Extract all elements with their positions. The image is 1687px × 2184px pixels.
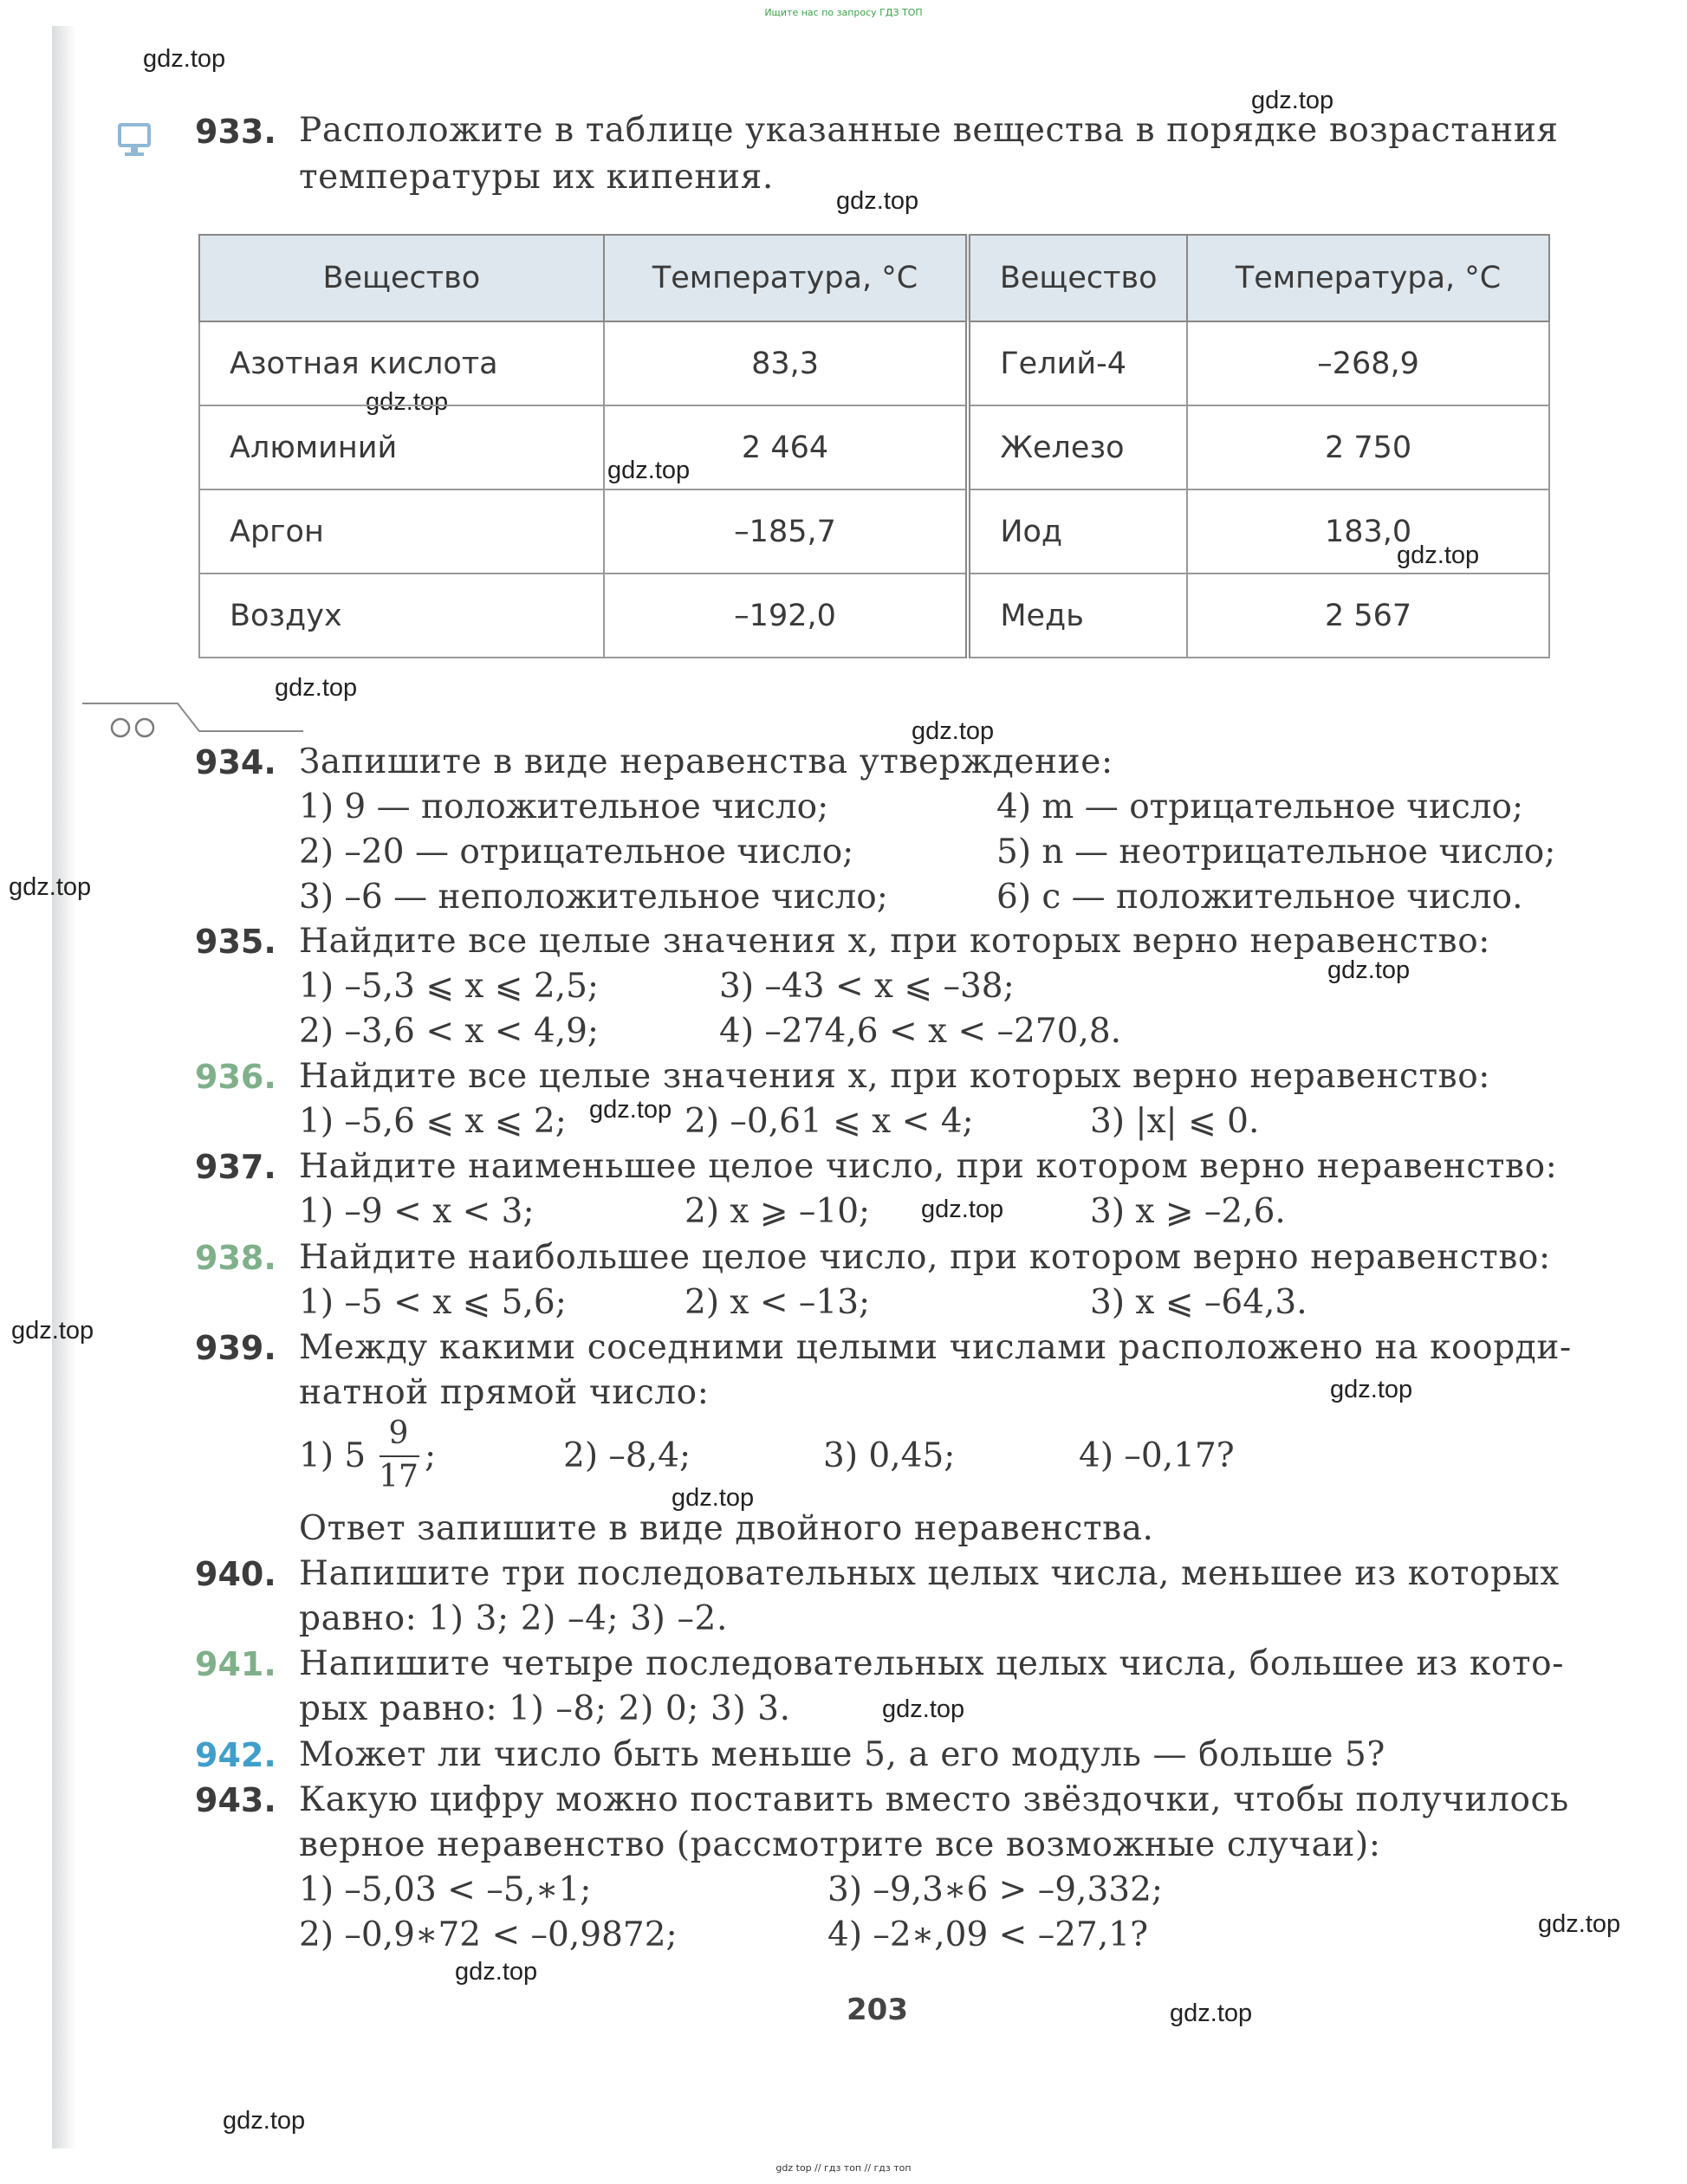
watermark: gdz.top (882, 1695, 965, 1723)
table-cell: Азотная кислота (199, 321, 604, 405)
fraction-denominator: 17 (379, 1459, 419, 1494)
task-number-936: 936. (195, 1058, 276, 1096)
table-cell: Алюминий (199, 405, 604, 489)
task-935-item: 2) –3,6 < x < 4,9; (299, 1012, 600, 1051)
table-header: Вещество (968, 235, 1187, 321)
task-936-text: Найдите все целые значения x, при которых верно неравенство: (299, 1057, 1491, 1096)
task-943-item: 2) –0,9∗72 < –0,9872; (299, 1915, 678, 1954)
eye-icon (108, 715, 160, 741)
task-939-item: 2) –8,4; (563, 1436, 691, 1475)
watermark: gdz.top (1330, 1376, 1413, 1403)
task-939-item: 3) 0,45; (823, 1436, 956, 1475)
task-number-935: 935. (195, 923, 276, 961)
table-cell: Гелий-4 (968, 321, 1187, 405)
top-note: Ищите нас по запросу ГДЗ ТОП (764, 7, 923, 18)
table-cell: 183,0 (1187, 489, 1549, 574)
watermark: gdz.top (921, 1196, 1004, 1223)
task-number-937: 937. (195, 1148, 276, 1186)
table-cell: Воздух (199, 574, 604, 658)
watermark: gdz.top (1327, 956, 1411, 984)
table-row (199, 321, 1549, 405)
watermark: gdz.top (912, 717, 995, 745)
table-cell: Медь (968, 574, 1187, 658)
task-936-item: 1) –5,6 ⩽ x ⩽ 2; (299, 1102, 567, 1141)
task-number-933: 933. (195, 113, 276, 151)
task-number-938: 938. (195, 1239, 276, 1277)
table-cell: Аргон (199, 489, 604, 574)
task-933-text-line2: температуры их кипения. (299, 158, 774, 197)
table-header: Температура, °C (1187, 235, 1549, 321)
bottom-note: gdz top // гдз топ // гдз топ (775, 2162, 912, 2174)
task-number-940: 940. (195, 1555, 276, 1593)
table-header: Вещество (199, 235, 604, 321)
table-cell: 83,3 (604, 321, 969, 405)
task-number-934: 934. (195, 743, 276, 781)
task-943-text-line2: верное неравенство (рассмотрите все возможные случаи): (299, 1825, 1381, 1864)
task-934-item: 1) 9 — положительное число; (299, 787, 829, 826)
watermark: gdz.top (223, 2107, 306, 2135)
watermark: gdz.top (9, 873, 92, 901)
table-header: Температура, °C (604, 235, 969, 321)
fraction-numerator: 9 (388, 1416, 409, 1451)
task-939-item-suffix: ; (425, 1436, 437, 1475)
table-cell: Железо (968, 405, 1187, 489)
task-941-text-line2: рых равно: 1) –8; 2) 0; 3) 3. (299, 1689, 791, 1728)
task-943-item: 3) –9,3∗6 > –9,332; (827, 1870, 1164, 1909)
task-number-941: 941. (195, 1645, 276, 1683)
task-number-942: 942. (195, 1736, 276, 1774)
task-934-item: 2) –20 — отрицательное число; (299, 833, 854, 872)
task-936-item: 3) |x| ⩽ 0. (1090, 1102, 1260, 1141)
table-row (199, 574, 1549, 658)
watermark: gdz.top (1397, 541, 1480, 569)
task-935-item: 3) –43 < x ⩽ –38; (719, 967, 1015, 1006)
task-939-item-prefix: 1) 5 (299, 1436, 367, 1475)
task-number-939: 939. (195, 1329, 276, 1367)
task-939-text-line1: Между какими соседними целыми числами расположено на коорди- (299, 1328, 1572, 1367)
task-937-item: 3) x ⩾ –2,6. (1090, 1192, 1286, 1231)
watermark: gdz.top (836, 187, 919, 215)
task-939-item: 4) –0,17? (1079, 1436, 1235, 1475)
table-cell: 2 567 (1187, 574, 1549, 658)
watermark: gdz.top (455, 1958, 538, 1986)
watermark: gdz.top (366, 388, 449, 416)
task-934-item: 5) n — неотрицательное число; (996, 833, 1556, 872)
table-cell: 2 750 (1187, 405, 1549, 489)
watermark: gdz.top (11, 1317, 94, 1345)
page-edge-shadow (52, 26, 76, 2148)
watermark: gdz.top (1251, 87, 1334, 114)
watermark: gdz.top (672, 1484, 755, 1512)
task-943-text-line1: Какую цифру можно поставить вместо звёздочки, чтобы получилось (299, 1780, 1569, 1819)
table-header-row (199, 235, 1549, 321)
task-940-text-line2: равно: 1) 3; 2) –4; 3) –2. (299, 1599, 728, 1638)
watermark: gdz.top (275, 674, 358, 702)
task-938-text: Найдите наибольшее целое число, при котором верно неравенство: (299, 1238, 1551, 1277)
task-934-item: 3) –6 — неположительное число; (299, 878, 888, 917)
task-941-text-line1: Напишите четыре последовательных целых числа, большее из кото- (299, 1644, 1564, 1683)
task-943-item: 1) –5,03 < –5,∗1; (299, 1870, 592, 1909)
task-935-item: 1) –5,3 ⩽ x ⩽ 2,5; (299, 967, 600, 1006)
watermark: gdz.top (1538, 1910, 1621, 1938)
task-934-item: 6) c — положительное число. (996, 878, 1523, 917)
task-943-item: 4) –2∗,09 < –27,1? (827, 1915, 1148, 1954)
task-939-text-line2: натной прямой число: (299, 1373, 710, 1412)
table-cell: –185,7 (604, 489, 969, 574)
task-number-943: 943. (195, 1781, 276, 1819)
watermark: gdz.top (143, 45, 226, 73)
boiling-point-table (198, 234, 1550, 658)
task-940-text-line1: Напишите три последовательных целых числа, меньшее из которых (299, 1554, 1560, 1593)
task-933-text-line1: Расположите в таблице указанные вещества в порядке возрастания (299, 111, 1559, 150)
task-938-item: 1) –5 < x ⩽ 5,6; (299, 1283, 567, 1322)
table-cell: –192,0 (604, 574, 969, 658)
table-row (199, 405, 1549, 489)
page-number: 203 (847, 1993, 908, 2027)
task-935-item: 4) –274,6 < x < –270,8. (719, 1012, 1122, 1051)
watermark: gdz.top (589, 1096, 672, 1124)
task-934-item: 4) m — отрицательное число; (996, 787, 1524, 826)
task-935-text: Найдите все целые значения x, при которых верно неравенство: (299, 922, 1491, 961)
fraction-bar (380, 1455, 419, 1457)
task-938-item: 3) x ⩽ –64,3. (1090, 1283, 1307, 1322)
monitor-icon (116, 121, 156, 161)
task-936-item: 2) –0,61 ⩽ x < 4; (685, 1102, 974, 1141)
task-938-item: 2) x < –13; (685, 1283, 871, 1322)
table-cell: 2 464 (604, 405, 969, 489)
watermark: gdz.top (607, 457, 691, 484)
watermark: gdz.top (1170, 1999, 1253, 2027)
task-937-item: 2) x ⩾ –10; (685, 1192, 871, 1231)
task-937-text: Найдите наименьшее целое число, при котором верно неравенство: (299, 1147, 1558, 1186)
task-937-item: 1) –9 < x < 3; (299, 1192, 535, 1231)
task-934-text: Запишите в виде неравенства утверждение: (299, 742, 1113, 781)
table-cell: –268,9 (1187, 321, 1549, 405)
table-cell: Иод (968, 489, 1187, 574)
task-939-answer-note: Ответ запишите в виде двойного неравенства. (299, 1509, 1154, 1548)
table-row (199, 489, 1549, 574)
task-942-text: Может ли число быть меньше 5, а его модуль — больше 5? (299, 1735, 1385, 1774)
